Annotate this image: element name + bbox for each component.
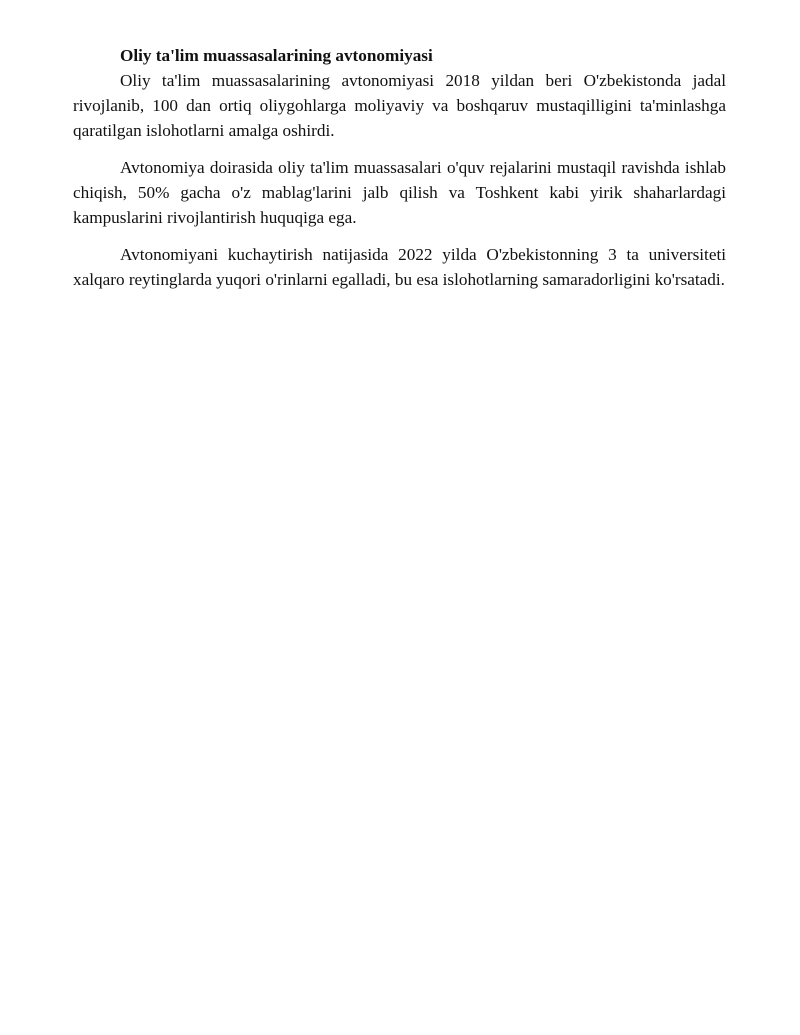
paragraph-3: Avtonomiyani kuchaytirish natijasida 2022 yilda O'zbekistonning 3 ta universiteti xalqaro reytinglarda yuqori o'rinlarni egalladi, bu esa islohotlarning samaradorligini ko'rsatadi.: [73, 245, 726, 289]
paragraph-2: Avtonomiya doirasida oliy ta'lim muassasalari o'quv rejalarini mustaqil ravishda ishlab chiqish, 50% gacha o'z mablag'larini jalb qilish va Toshkent kabi yirik shaharlardagi kampuslarini rivojlantirish huquqiga ega.: [73, 158, 726, 227]
document-body: [73, 43, 726, 304]
paragraph-1: Oliy ta'lim muassasalarining avtonomiyasi 2018 yildan beri O'zbekistonda jadal rivojlanib, 100 dan ortiq oliygohlarga moliyaviy va boshqaruv mustaqilligini ta'minlashga qaratilgan islohotlarni amalga oshirdi.: [73, 71, 726, 140]
document-heading: Oliy ta'lim muassasalarining avtonomiyasi: [120, 46, 433, 65]
